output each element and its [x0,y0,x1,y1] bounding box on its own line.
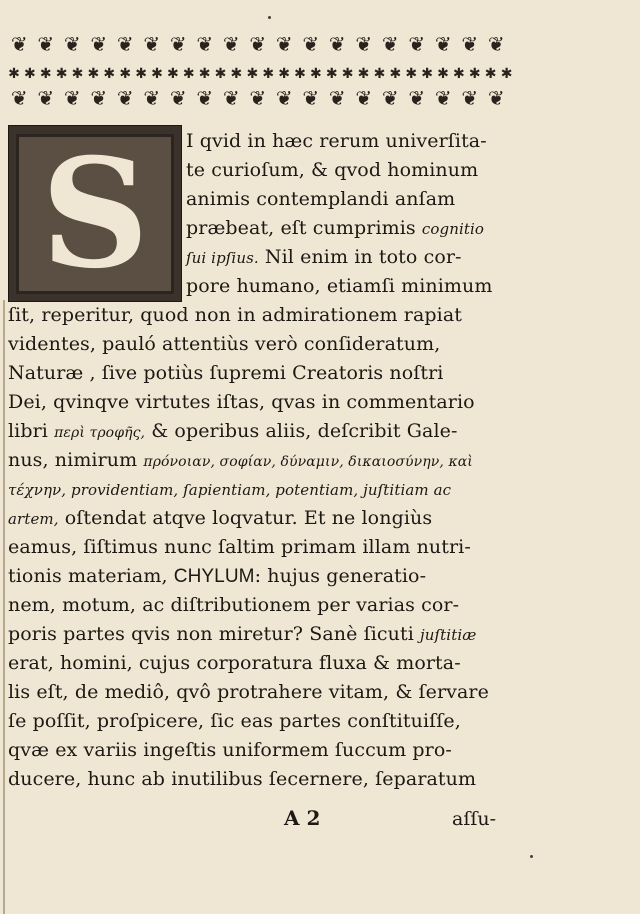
fleuron-ornament: ❦ [302,32,320,56]
text-line [8,418,457,446]
asterisk-ornament: ✱ [468,66,481,81]
text-line [8,766,476,792]
asterisk-ornament: ✱ [405,66,418,81]
fleuron-ornament: ❦ [37,86,55,110]
fleuron-ornament: ❦ [116,32,134,56]
text-line [8,592,459,618]
text-line [186,128,487,154]
asterisk-ornament: ✱ [230,66,243,81]
roman-text: ſit, reperitur, quod non in admirationem rapiat [8,304,463,326]
asterisk-ornament: ✱ [23,66,36,81]
asterisk-ornament: ✱ [341,66,354,81]
roman-text: eamus, ſiſtimus nunc ſaltim primam illam nutri- [8,536,471,558]
ink-speck [530,855,533,858]
asterisk-ornament: ✱ [119,66,132,81]
roman-text: : hujus generatio- [254,565,427,587]
fleuron-ornament: ❦ [434,86,452,110]
initial-woodcut-frame [16,125,174,302]
text-line [8,389,475,415]
roman-text: Nil enim in toto cor- [258,246,462,268]
roman-text: I qvid in hæc rerum univerſita- [186,130,487,152]
asterisk-ornament: ✱ [373,66,386,81]
ornament-band-middle [6,63,518,81]
roman-text: libri [8,420,55,442]
roman-text: qvæ ex variis ingeſtis uniformem ſuccum pro- [8,739,452,761]
asterisk-ornament: ✱ [310,66,322,81]
capital-text: CHYLUM [173,566,255,587]
fleuron-ornament: ❦ [249,32,267,56]
fleuron-ornament: ❦ [328,86,346,110]
asterisk-ornament: ✱ [87,66,100,81]
asterisk-ornament: ✱ [55,66,68,81]
text-line [8,447,473,475]
asterisk-ornament: ✱ [389,66,402,81]
ornament-band-top [6,30,518,58]
fleuron-ornament: ❦ [10,32,28,56]
asterisk-ornament: ✱ [437,66,449,81]
roman-text: ducere, hunc ab inutilibus ſecernere, ſeparatum [8,768,477,790]
fleuron-ornament: ❦ [116,86,134,110]
fleuron-ornament: ❦ [461,86,479,110]
fleuron-ornament: ❦ [275,32,293,56]
fleuron-ornament: ❦ [487,32,505,56]
text-line [186,273,492,299]
text-line [8,708,461,734]
asterisk-ornament: ✱ [325,66,338,81]
ink-speck [268,16,271,19]
text-line [186,157,478,183]
catchword: aſſu- [452,808,497,830]
roman-text: animis contemplandi anſam [186,188,456,210]
text-line [8,302,462,328]
asterisk-ornament: ✱ [214,66,227,81]
asterisk-ornament: ✱ [182,66,195,81]
fleuron-ornament: ❦ [169,86,187,110]
text-line [186,186,455,212]
roman-text: videntes, pauló attentiùs verò conſideratum, [8,333,441,355]
asterisk-ornament: ✱ [39,66,52,81]
fleuron-ornament: ❦ [169,32,187,56]
greek-text: πρόνοιαν, σοφίαν, δύναμιν, δικαιοσύνην, καὶ [143,454,473,470]
italic-text: juſtitiæ [420,626,477,644]
roman-text: tionis materiam, [8,565,174,587]
roman-text: & operibus aliis, deſcribit Gale- [145,420,458,442]
fleuron-ornament: ❦ [408,86,426,110]
asterisk-ornament: ✱ [484,66,497,81]
text-line [8,679,489,705]
asterisk-ornament: ✱ [294,66,306,81]
decorated-initial [8,125,182,302]
asterisk-ornament: ✱ [246,66,259,81]
italic-text: artem, [8,510,59,528]
asterisk-ornament: ✱ [198,66,211,81]
text-line [8,360,443,386]
asterisk-ornament: ✱ [166,66,179,81]
roman-text: lis eſt, de mediô, qvô protrahere vitam, & ſervare [8,681,489,703]
fleuron-ornament: ❦ [222,86,240,110]
fleuron-ornament: ❦ [90,86,108,110]
text-line [8,331,440,357]
asterisk-ornament: ✱ [278,66,290,81]
roman-text: te curioſum, & qvod hominum [186,159,479,181]
greek-text: περὶ τροφῆς, [54,425,146,441]
roman-text: erat, homini, cujus corporatura fluxa & morta- [8,652,461,674]
fleuron-ornament: ❦ [434,32,452,56]
fleuron-ornament: ❦ [355,32,373,56]
fleuron-ornament: ❦ [381,32,399,56]
asterisk-ornament: ✱ [71,66,84,81]
text-line [8,534,471,560]
text-line [8,621,476,648]
italic-text: τέχνην, providentiam, ſapientiam, potentiam, juſtitiam ac [8,481,452,499]
fleuron-ornament: ❦ [275,86,293,110]
asterisk-ornament: ✱ [135,66,147,81]
fleuron-ornament: ❦ [196,32,214,56]
text-line [8,650,461,676]
text-line [186,215,484,242]
roman-text: ſe poſſit, proſpicere, ſic eas partes conſtituiſſe, [8,710,461,732]
fleuron-ornament: ❦ [302,86,320,110]
fleuron-ornament: ❦ [143,86,161,110]
fleuron-ornament: ❦ [355,86,373,110]
text-line [186,244,462,271]
text-line [8,505,432,532]
roman-text: Dei, qvinqve virtutes iſtas, qvas in commentario [8,391,475,413]
asterisk-ornament: ✱ [8,66,20,81]
fleuron-ornament: ❦ [222,32,240,56]
asterisk-ornament: ✱ [357,66,370,81]
asterisk-ornament: ✱ [421,66,433,81]
fleuron-ornament: ❦ [196,86,214,110]
italic-text: ſui ipſius. [186,249,259,267]
text-line [8,563,426,590]
fleuron-ornament: ❦ [461,32,479,56]
roman-text: nus, nimirum [8,449,144,471]
page-edge-shadow [3,300,5,914]
roman-text: nem, motum, ac diſtributionem per varias cor- [8,594,460,616]
fleuron-ornament: ❦ [249,86,267,110]
text-line [8,737,452,763]
fleuron-ornament: ❦ [328,32,346,56]
signature-mark: A 2 [284,806,321,830]
asterisk-ornament: ✱ [262,66,275,81]
fleuron-ornament: ❦ [10,86,28,110]
fleuron-ornament: ❦ [37,32,55,56]
roman-text: Naturæ , ſive potiùs ſupremi Creatoris noſtri [8,362,444,384]
asterisk-ornament: ✱ [500,66,513,81]
roman-text: oſtendat atqve loqvatur. Et ne longiùs [58,507,433,529]
fleuron-ornament: ❦ [487,86,505,110]
fleuron-ornament: ❦ [90,32,108,56]
fleuron-ornament: ❦ [63,32,81,56]
asterisk-ornament: ✱ [453,66,465,81]
roman-text: pore humano, etiamſi minimum [186,275,493,297]
fleuron-ornament: ❦ [381,86,399,110]
italic-text: cognitio [421,220,485,238]
roman-text: præbeat, eſt cumprimis [186,217,422,239]
initial-letter: S [40,125,150,302]
asterisk-ornament: ✱ [103,66,116,81]
fleuron-ornament: ❦ [63,86,81,110]
asterisk-ornament: ✱ [151,66,163,81]
fleuron-ornament: ❦ [408,32,426,56]
ornament-band-bottom [6,84,518,112]
fleuron-ornament: ❦ [143,32,161,56]
roman-text: poris partes qvis non miretur? Sanè ſicuti [8,623,421,645]
text-line [8,476,451,503]
